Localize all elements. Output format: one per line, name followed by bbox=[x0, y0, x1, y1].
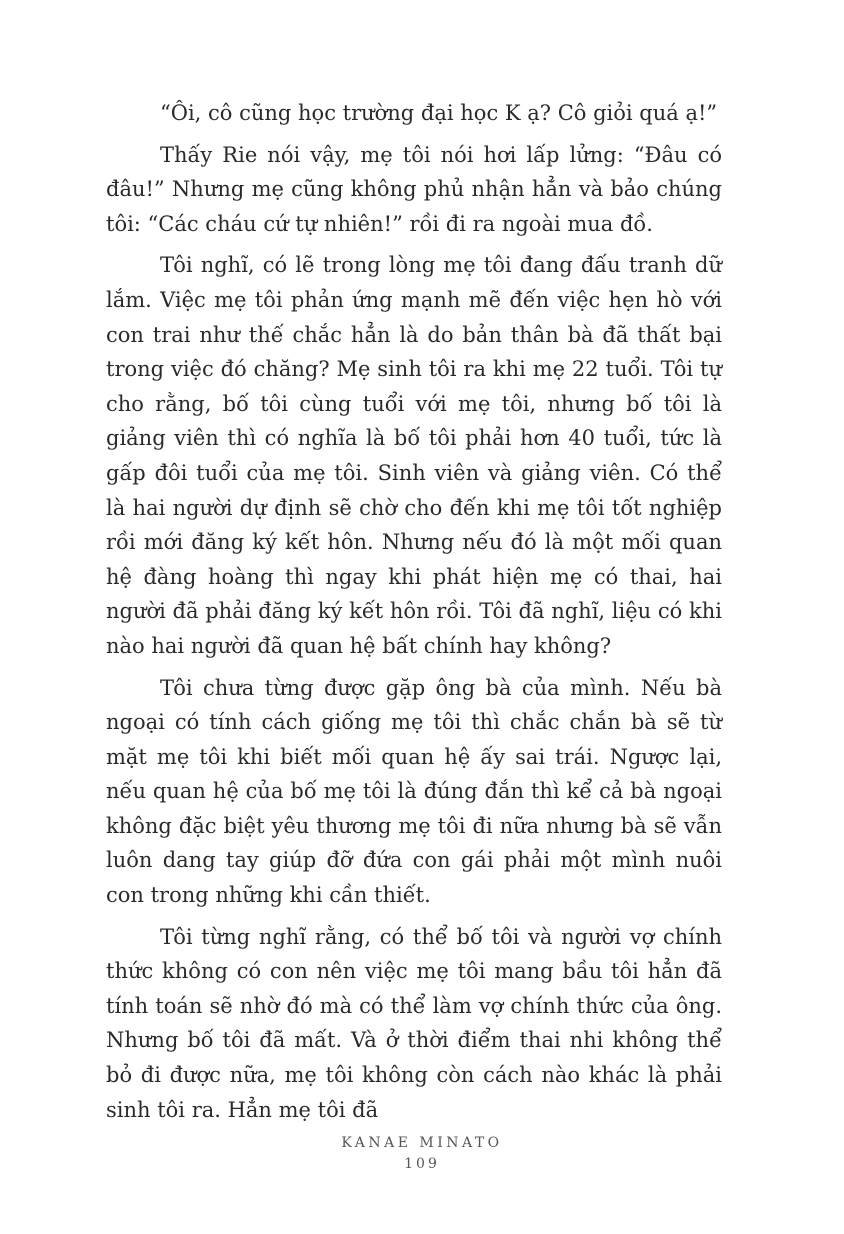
paragraph: Tôi từng nghĩ rằng, có thể bố tôi và người vợ chính thức không có con nên việc mẹ tôi mang bầu tôi hẳn đã tính toán sẽ nhờ đó mà có thể làm vợ chính thức của ông. Nhưng bố tôi đã mất. Và ở thời điểm thai nhi không thể bỏ đi được nữa, mẹ tôi không còn cách nào khác là phải sinh tôi ra. Hẳn mẹ tôi đã bbox=[106, 924, 722, 1122]
paragraph: Tôi chưa từng được gặp ông bà của mình. Nếu bà ngoại có tính cách giống mẹ tôi thì chắc chắn bà sẽ từ mặt mẹ tôi khi biết mối quan hệ ấy sai trái. Ngược lại, nếu quan hệ của bố mẹ tôi là đúng đắn thì kể cả bà ngoại không đặc biệt yêu thương mẹ tôi đi nữa nhưng bà sẽ vẫn luôn dang tay giúp đỡ đứa con gái phải một mình nuôi con trong những khi cần thiết. bbox=[106, 675, 722, 908]
paragraph: Thấy Rie nói vậy, mẹ tôi nói hơi lấp lửng: “Đâu có đâu!” Nhưng mẹ cũng không phủ nhận hẳn và bảo chúng tôi: “Các cháu cứ tự nhiên!” rồi đi ra ngoài mua đồ. bbox=[106, 142, 722, 236]
paragraph: Tôi nghĩ, có lẽ trong lòng mẹ tôi đang đấu tranh dữ lắm. Việc mẹ tôi phản ứng mạnh mẽ đến việc hẹn hò với con trai như thế chắc hẳn là do bản thân bà đã thất bại trong việc đó chăng? Mẹ sinh tôi ra khi mẹ 22 tuổi. Tôi tự cho rằng, bố tôi cùng tuổi với mẹ tôi, nhưng bố tôi là giảng viên thì có nghĩa là bố tôi phải hơn 40 tuổi, tức là gấp đôi tuổi của mẹ tôi. Sinh viên và giảng viên. Có thể là hai người dự định sẽ chờ cho đến khi mẹ tôi tốt nghiệp rồi mới đăng ký kết hôn. Nhưng nếu đó là một mối quan hệ đàng hoàng thì ngay khi phát hiện mẹ có thai, hai người đã phải đăng ký kết hôn rồi. Tôi đã nghĩ, liệu có khi nào hai người đã quan hệ bất chính hay không? bbox=[106, 253, 722, 658]
footer-author: KANAE MINATO bbox=[341, 1135, 503, 1151]
body-text bbox=[106, 96, 722, 1134]
paragraph: “Ôi, cô cũng học trường đại học K ạ? Cô giỏi quá ạ!” bbox=[160, 101, 718, 125]
page-number: 109 bbox=[404, 1156, 440, 1172]
